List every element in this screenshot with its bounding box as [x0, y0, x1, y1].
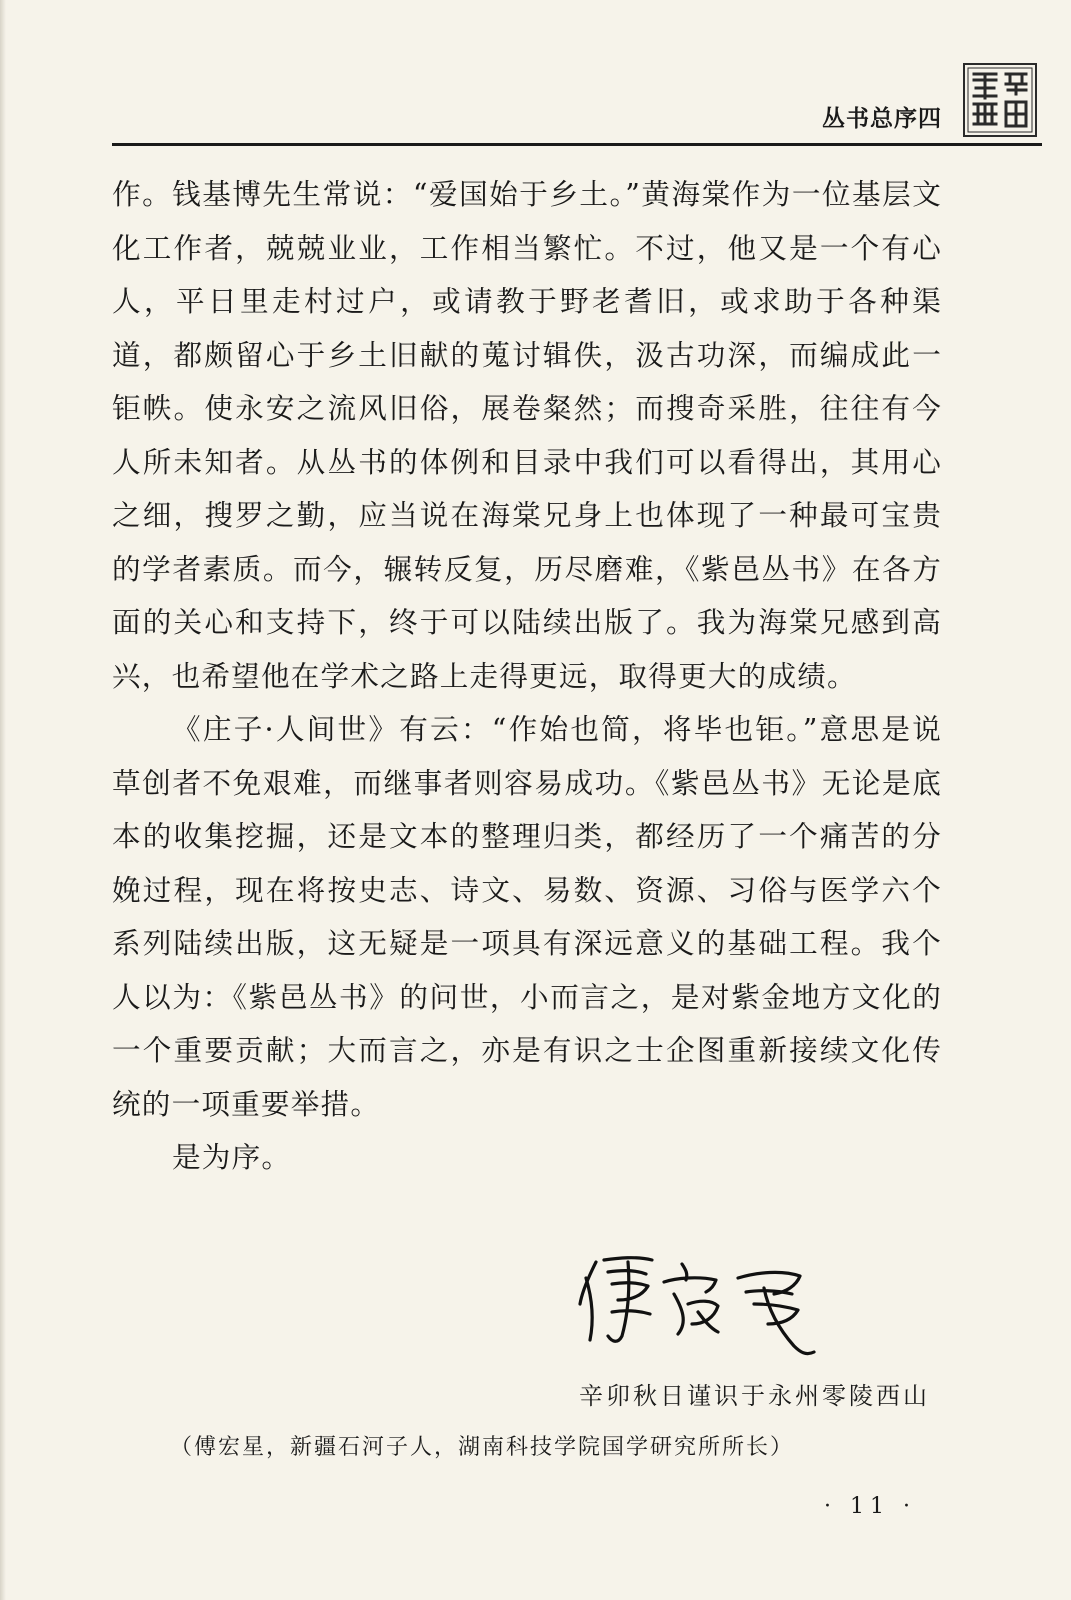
paragraph-3: 是为序。: [172, 1140, 292, 1174]
running-header-title: 丛书总序四: [822, 106, 942, 132]
seal-stamp: [962, 62, 1038, 138]
paragraph-2: 《庄子·人间世》有云：“作始也简，将毕也钜。”意思是说草创者不免艰难，而继事者则容易成功。《紫邑丛书》无论是底本的收集挖掘，还是文本的整理归类，都经历了一个痛苦的分娩过程，现在将按史志、诗文、易数、资源、习俗与医学六个系列陆续出版，这无疑是一项具有深远意义的基础工程。我个人以为：《紫邑丛书》的问世，小而言之，是对紫金地方文化的一个重要贡献；大而言之，亦是有识之士企图重新接续文化传统的一项重要举措。: [112, 712, 942, 1121]
page-edge: [0, 0, 6, 1600]
paragraph-1: 作。钱基博先生常说：“爱国始于乡土。”黄海棠作为一位基层文化工作者，兢兢业业，工作相当繁忙。不过，他又是一个有心人，平日里走村过户，或请教于野老耆旧，或求助于各种渠道，都颇留心于乡土旧献的蒐讨辑佚，汲古功深，而编成此一钜帙。使永安之流风旧俗，展卷粲然；而搜奇采胜，往往有今人所未知者。从丛书的体例和目录中我们可以看得出，其用心之细，搜罗之勤，应当说在海棠兄身上也体现了一种最可宝贵的学者素质。而今，辗转反复，历尽磨难，《紫邑丛书》在各方面的关心和支持下，终于可以陆续出版了。我为海棠兄感到高兴，也希望他在学术之路上走得更远，取得更大的成绩。: [112, 177, 942, 693]
page-number: · 11 ·: [824, 1494, 916, 1519]
signature-date-place: 辛卯秋日谨识于永州零陵西山: [579, 1382, 930, 1410]
body-text: [112, 168, 942, 1185]
author-note: （傅宏星，新疆石河子人，湖南科技学院国学研究所所长）: [170, 1435, 795, 1460]
handwritten-signature: [578, 1248, 838, 1358]
header-rule: [112, 143, 1042, 146]
